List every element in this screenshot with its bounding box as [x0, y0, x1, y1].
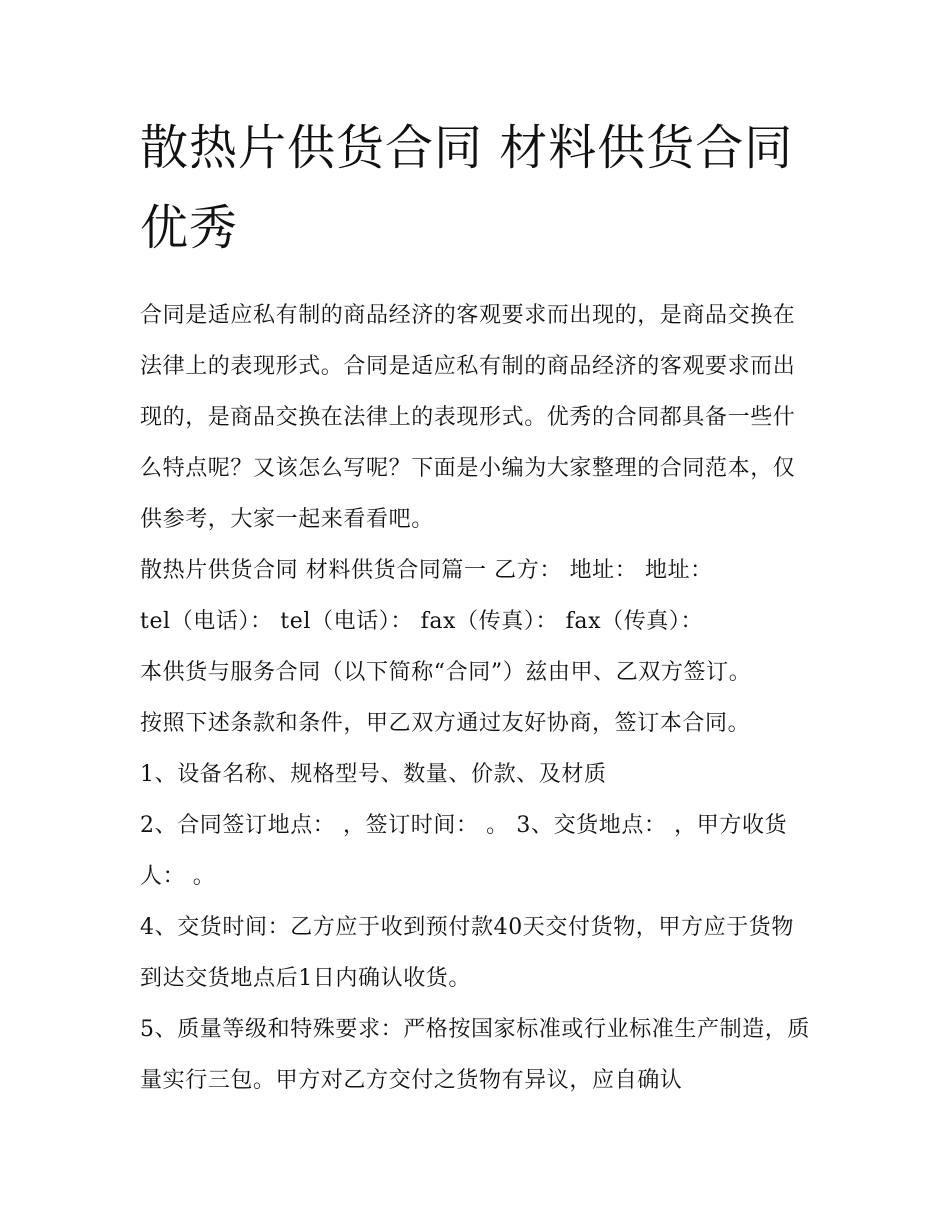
clause-2-3: 2、合同签订地点： ，签订时间： 。 3、交货地点： ，甲方收货人： 。: [140, 813, 788, 889]
paragraph-intro: 合同是适应私有制的商品经济的客观要求而出现的，是商品交换在法律上的表现形式。合同是适应私有制的商品经济的客观要求而出现的，是商品交换在法律上的表现形式。优秀的合同都具备一些什么特点呢？又该怎么写呢？下面是小编为大家整理的合同范本，仅供参考，大家一起来看看吧。: [140, 303, 796, 532]
paragraph-agreement: 按照下述条款和条件，甲乙双方通过友好协商，签订本合同。: [140, 711, 751, 736]
paragraph-contract-definition: 本供货与服务合同（以下简称“合同”）兹由甲、乙双方签订。: [140, 660, 752, 685]
document-title: 散热片供货合同 材料供货合同优秀: [140, 120, 794, 256]
clause-1: 1、设备名称、规格型号、数量、价款、及材质: [140, 762, 607, 787]
paragraph-contact: tel（电话）： tel（电话）： fax（传真）： fax（传真）：: [140, 609, 704, 634]
document-page: [140, 108, 812, 1106]
clause-5: 5、质量等级和特殊要求：严格按国家标准或行业标准生产制造，质量实行三包。甲方对乙方交付之货物有异议，应自确认: [140, 1017, 810, 1093]
paragraph-party-address: 散热片供货合同 材料供货合同篇一 乙方： 地址： 地址：: [140, 558, 713, 583]
clause-4: 4、交货时间：乙方应于收到预付款40天交付货物，甲方应于货物到达交货地点后1日内确认收货。: [140, 915, 794, 991]
